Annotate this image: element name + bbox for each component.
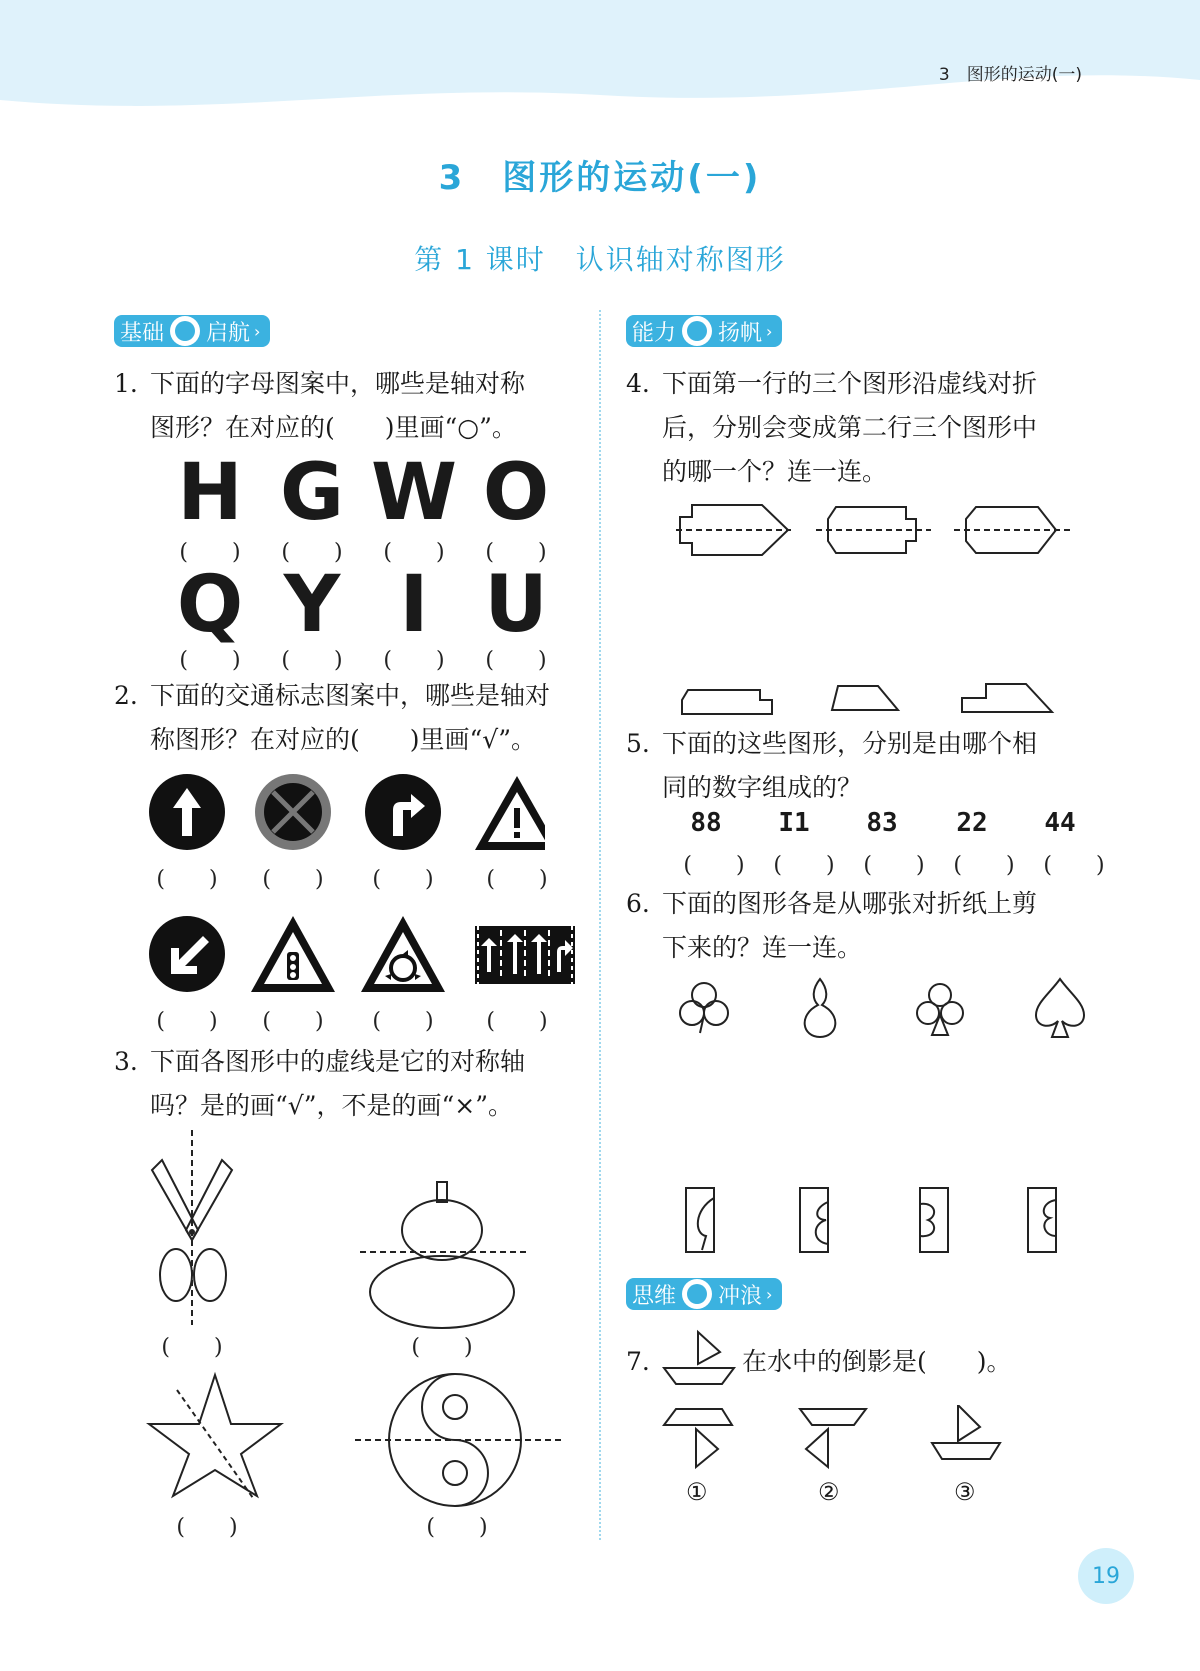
lesson-subtitle: 第 1 课时 认识轴对称图形 <box>414 243 786 276</box>
question-7-number: 7. <box>626 1347 650 1376</box>
option-3-label: ③ <box>954 1478 976 1506</box>
answer-blank[interactable]: ( ) <box>281 540 343 565</box>
star-figure <box>145 1370 285 1500</box>
section-badge-basic: 基础 启航 › <box>114 315 270 347</box>
scissors-figure <box>140 1130 250 1330</box>
answer-blank[interactable]: ( ) <box>372 867 434 892</box>
answer-blank[interactable]: ( ) <box>179 648 241 673</box>
folding-shapes-row-1 <box>676 495 1076 565</box>
question-7-text: 在水中的倒影是( )。 <box>742 1347 1012 1376</box>
option-1-label: ① <box>686 1478 708 1506</box>
answer-blank[interactable]: ( ) <box>176 1515 238 1540</box>
question-5: 5. 下面的这些图形，分别是由哪个相 同的数字组成的？ <box>626 729 1038 802</box>
running-header: 3 图形的运动(一) <box>938 65 1082 85</box>
answer-blank[interactable]: ( ) <box>383 540 445 565</box>
yin-yang-figure <box>355 1370 565 1510</box>
gourd-figure <box>360 1180 530 1330</box>
roundabout-warning-icon <box>361 916 445 992</box>
question-4: 4. 下面第一行的三个图形沿虚线对折 后，分别会变成第二行三个图形中 的哪一个？连一连。 <box>626 369 1038 486</box>
question-6: 6. 下面的图形各是从哪张对折纸上剪 下来的？连一连。 <box>626 889 1038 962</box>
traffic-signs-row-1 <box>145 770 545 860</box>
clover-icon <box>680 983 728 1033</box>
answer-blank[interactable]: ( ) <box>773 853 835 878</box>
wave-icon <box>682 1279 712 1309</box>
club-icon <box>917 984 963 1035</box>
reflection-options <box>660 1405 1020 1483</box>
answer-blank[interactable]: ( ) <box>156 867 218 892</box>
letter-h: H <box>177 448 243 538</box>
section-badge-ability: 能力 扬帆 › <box>626 315 782 347</box>
answer-blank[interactable]: ( ) <box>383 648 445 673</box>
answer-blank[interactable]: ( ) <box>281 648 343 673</box>
no-stopping-sign-icon <box>255 774 331 850</box>
answer-blank[interactable]: ( ) <box>411 1335 473 1360</box>
answer-blank[interactable]: ( ) <box>683 853 745 878</box>
answer-blank[interactable]: ( ) <box>485 648 547 673</box>
digit-figure: 83 <box>866 808 898 838</box>
keep-left-sign-icon <box>149 916 225 992</box>
straight-ahead-sign-icon <box>149 774 225 850</box>
answer-blank[interactable]: ( ) <box>262 1009 324 1034</box>
section-badge-thinking: 思维 冲浪 › <box>626 1278 782 1310</box>
answer-blank[interactable]: ( ) <box>863 853 925 878</box>
traffic-signs-row-2 <box>145 912 585 1002</box>
gourd-icon <box>805 979 836 1037</box>
letter-o: O <box>482 448 550 538</box>
answer-blank[interactable]: ( ) <box>953 853 1015 878</box>
page-number: 19 <box>1078 1548 1134 1604</box>
option-2-label: ② <box>818 1478 840 1506</box>
digit-figure: 44 <box>1044 808 1076 838</box>
letter-g: G <box>279 448 345 538</box>
chapter-title: 3 图形的运动(一) <box>438 158 762 198</box>
sailboat-icon <box>682 316 712 346</box>
letter-w: W <box>370 448 458 538</box>
question-2: 2. 下面的交通标志图案中，哪些是轴对 称图形？在对应的( )里画“√”。 <box>114 681 551 754</box>
house-icon <box>170 316 200 346</box>
letter-u: U <box>484 560 548 650</box>
digit-figure: I1 <box>778 808 810 838</box>
question-1: 1. 下面的字母图案中，哪些是轴对称 图形？在对应的( )里画“○”。 <box>114 369 526 442</box>
letter-q: Q <box>176 560 244 650</box>
warning-sign-icon <box>475 776 545 850</box>
spade-icon <box>1036 979 1084 1037</box>
answer-blank[interactable]: ( ) <box>1043 853 1105 878</box>
traffic-light-warning-icon <box>251 916 335 992</box>
column-divider <box>599 310 601 1540</box>
sailboat-figure <box>660 1328 740 1400</box>
answer-blank[interactable]: ( ) <box>486 1009 548 1034</box>
folded-paper-shapes <box>680 1184 1080 1256</box>
answer-blank[interactable]: ( ) <box>179 540 241 565</box>
answer-blank[interactable]: ( ) <box>262 867 324 892</box>
answer-blank[interactable]: ( ) <box>485 540 547 565</box>
answer-blank[interactable]: ( ) <box>156 1009 218 1034</box>
letter-y: Y <box>283 560 341 650</box>
letter-i: I <box>399 560 429 650</box>
folding-shapes-row-2 <box>680 680 1080 720</box>
cutout-shapes <box>670 975 1090 1045</box>
answer-blank[interactable]: ( ) <box>372 1009 434 1034</box>
answer-blank[interactable]: ( ) <box>486 867 548 892</box>
question-3: 3. 下面各图形中的虚线是它的对称轴 吗？是的画“√”，不是的画“×”。 <box>114 1047 526 1120</box>
turn-right-sign-icon <box>365 774 441 850</box>
digit-figure: 22 <box>956 808 988 838</box>
answer-blank[interactable]: ( ) <box>161 1335 223 1360</box>
lane-direction-sign-icon <box>475 926 575 984</box>
digit-figure: 88 <box>690 808 722 838</box>
answer-blank[interactable]: ( ) <box>426 1515 488 1540</box>
